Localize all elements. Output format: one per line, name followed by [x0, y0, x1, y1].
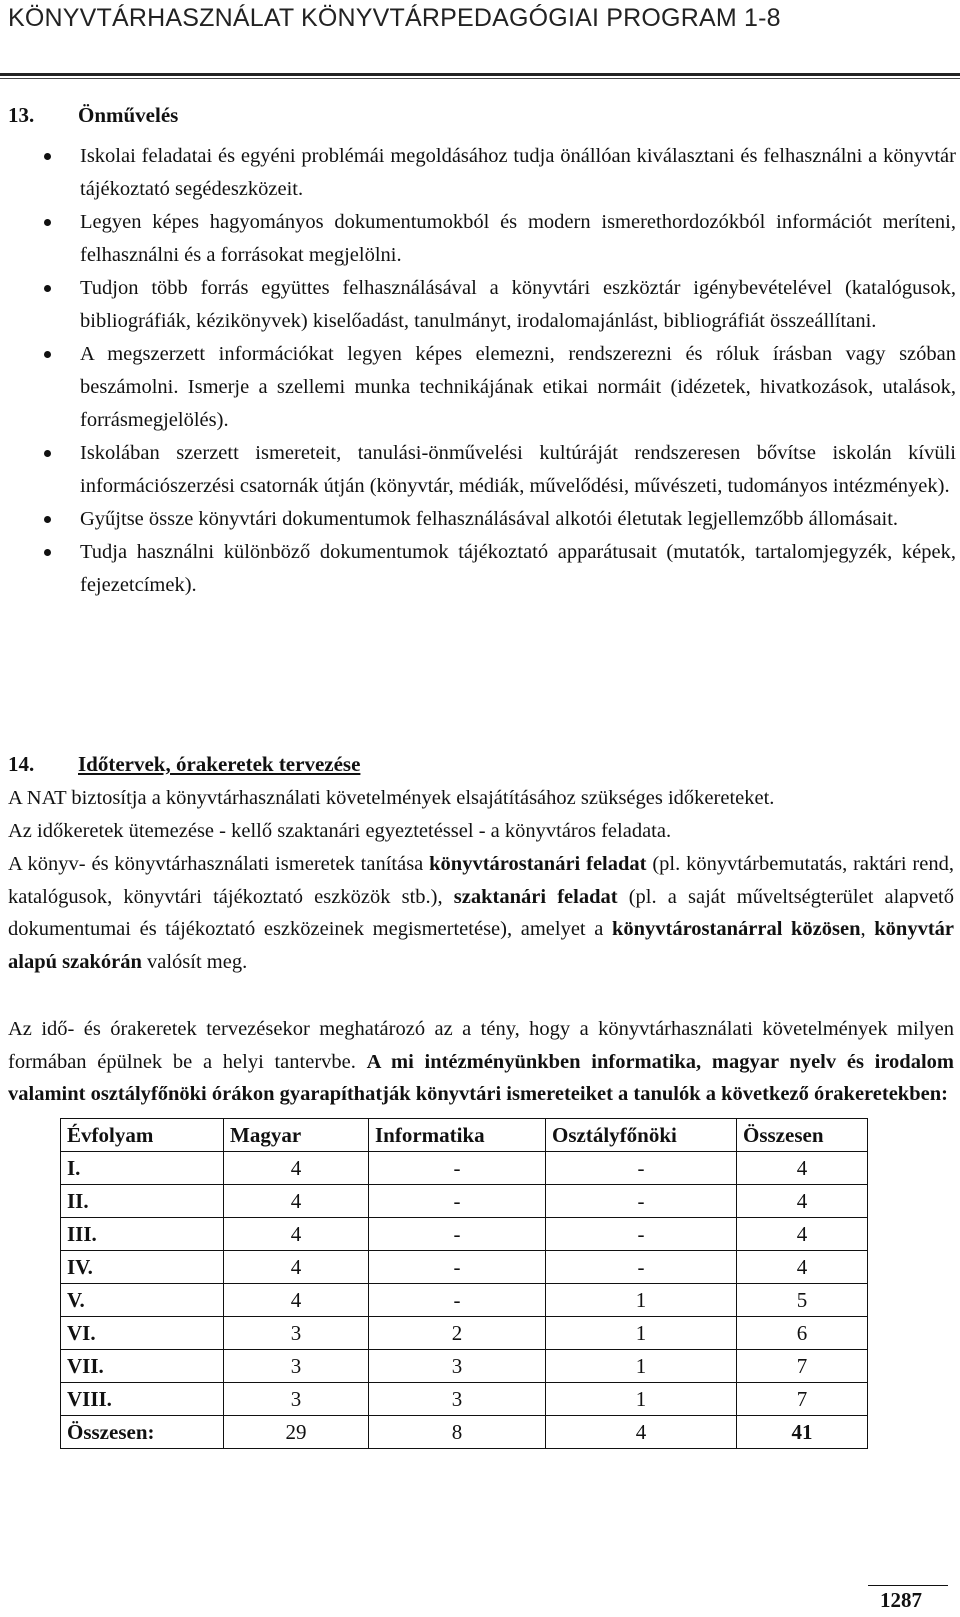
table-cell: 4	[224, 1152, 369, 1185]
table-row	[61, 1185, 868, 1218]
table-cell: 3	[224, 1317, 369, 1350]
page-header: KÖNYVTÁRHASZNÁLAT KÖNYVTÁRPEDAGÓGIAI PROGRAM 1-8	[8, 4, 781, 32]
table-cell: 3	[369, 1383, 546, 1416]
table-body	[61, 1152, 868, 1449]
section-13-bullet-list	[0, 140, 960, 602]
list-item: Gyűjtse össze könyvtári dokumentumok felhasználásával alkotói életutak legjellemzőbb állomásait.	[0, 503, 960, 536]
row-label-cell: VII.	[61, 1350, 224, 1383]
table-row	[61, 1284, 868, 1317]
bold-run: könyvtár alapú szakórán	[8, 918, 954, 973]
list-item: Tudjon több forrás együttes felhasználásával a könyvtári eszköztár igénybevételével (katalógusok, bibliográfiák, kézikönyvek) kiselőadást, tanulmányt, irodalomajánlást, bibliográfiát összeállítani.	[0, 272, 960, 338]
table-cell: 8	[369, 1416, 546, 1449]
column-header: Informatika	[369, 1119, 546, 1152]
table-cell: 1	[546, 1284, 737, 1317]
table-cell: 1	[546, 1350, 737, 1383]
row-label-cell: III.	[61, 1218, 224, 1251]
paragraph-nat: A NAT biztosítja a könyvtárhasználati követelmények elsajátításához szükséges időkereteket.	[8, 787, 775, 809]
table-cell: -	[546, 1152, 737, 1185]
table-cell: 7	[737, 1350, 868, 1383]
table-cell: -	[369, 1284, 546, 1317]
table-cell: -	[546, 1218, 737, 1251]
row-label-cell: Összesen:	[61, 1416, 224, 1449]
text-run: (pl. könyvtárbemutatás, raktári rend, katalógusok, könyvtári tájékoztató eszközök stb.),	[8, 853, 954, 908]
table-cell: 4	[224, 1218, 369, 1251]
table-cell: 1	[546, 1317, 737, 1350]
table-cell: 5	[737, 1284, 868, 1317]
section-number: 14.	[8, 752, 35, 776]
row-label-cell: IV.	[61, 1251, 224, 1284]
column-header: Összesen	[737, 1119, 868, 1152]
table-cell: 7	[737, 1383, 868, 1416]
paragraph-time-planning	[8, 1013, 954, 1111]
bold-run: A mi intézményünkben informatika, magyar nyelv és irodalom valamint osztályfőnöki órákon gyarapíthatják könyvtári ismereteiket a tanulók a következő órakeretekben:	[8, 1050, 954, 1105]
table-cell: 29	[224, 1416, 369, 1449]
table-cell: 4	[224, 1251, 369, 1284]
table-cell: 4	[224, 1284, 369, 1317]
table-row	[61, 1350, 868, 1383]
section-title: Önművelés	[78, 103, 179, 127]
table-cell: 41	[737, 1416, 868, 1449]
table-cell: 4	[546, 1416, 737, 1449]
table-cell: -	[546, 1185, 737, 1218]
text-run: Az idő- és órakeretek tervezésekor meghatározó az a tény, hogy a könyvtárhasználati követelmények milyen formában épülnek be a helyi tantervbe.	[8, 1018, 954, 1073]
header-rule-thin	[0, 78, 960, 79]
hours-table	[60, 1118, 868, 1449]
table-row	[61, 1251, 868, 1284]
table-cell: -	[369, 1152, 546, 1185]
table-cell: 3	[224, 1383, 369, 1416]
table-cell: 3	[224, 1350, 369, 1383]
list-item: Legyen képes hagyományos dokumentumokból és modern ismerethordozókból információt meríteni, felhasználni és a forrásokat megjelölni.	[0, 206, 960, 272]
table-header-row	[61, 1119, 868, 1152]
row-label-cell: VI.	[61, 1317, 224, 1350]
table-cell: -	[369, 1185, 546, 1218]
list-item: Tudja használni különböző dokumentumok tájékoztató apparátusait (mutatók, tartalomjegyzék, képek, fejezetcímek).	[0, 536, 960, 602]
table-row	[61, 1416, 868, 1449]
row-label-cell: VIII.	[61, 1383, 224, 1416]
paragraph-scheduling: Az időkeretek ütemezése - kellő szaktanári egyeztetéssel - a könyvtáros feladata.	[8, 820, 672, 842]
table-cell: 6	[737, 1317, 868, 1350]
section-title: Időtervek, órakeretek tervezése	[78, 752, 361, 776]
row-label-cell: V.	[61, 1284, 224, 1317]
table-row	[61, 1383, 868, 1416]
page-number: 1287	[880, 1588, 922, 1612]
header-rule	[0, 73, 960, 76]
column-header: Osztályfőnöki	[546, 1119, 737, 1152]
table-row	[61, 1152, 868, 1185]
text-run: ,	[860, 918, 875, 940]
bold-run: könyvtárostanári feladat	[429, 853, 647, 875]
table-cell: -	[546, 1251, 737, 1284]
table-cell: -	[369, 1218, 546, 1251]
table-cell: 2	[369, 1317, 546, 1350]
table-row	[61, 1218, 868, 1251]
bold-run: szaktanári feladat	[453, 885, 618, 908]
column-header: Magyar	[224, 1119, 369, 1152]
list-item: A megszerzett információkat legyen képes elemezni, rendszerezni és róluk írásban vagy szóban beszámolni. Ismerje a szellemi munka technikájának etikai normáit (idézetek, hivatkozások, utalások, forrásmegjelölés).	[0, 338, 960, 437]
column-header: Évfolyam	[61, 1119, 224, 1152]
footer-rule	[868, 1585, 948, 1586]
table-cell: -	[369, 1251, 546, 1284]
table-cell: 4	[737, 1251, 868, 1284]
text-run: valósít meg.	[141, 950, 248, 973]
table-cell: 4	[737, 1185, 868, 1218]
table-row	[61, 1317, 868, 1350]
paragraph-responsibilities	[8, 848, 954, 978]
row-label-cell: II.	[61, 1185, 224, 1218]
table-cell: 1	[546, 1383, 737, 1416]
table-cell: 4	[737, 1218, 868, 1251]
table-cell: 3	[369, 1350, 546, 1383]
section-14-heading	[8, 752, 360, 777]
row-label-cell: I.	[61, 1152, 224, 1185]
list-item: Iskolában szerzett ismereteit, tanulási-önművelési kultúráját rendszeresen bővítse iskolán kívüli információszerzési csatornák útján (könyvtár, médiák, művelődési, művészeti, tudományos intézmények).	[0, 437, 960, 503]
bold-run: könyvtárostanárral közösen	[611, 918, 861, 940]
list-item: Iskolai feladatai és egyéni problémái megoldásához tudja önállóan kiválasztani és felhasználni a könyvtár tájékoztató segédeszközeit.	[0, 140, 960, 206]
text-run: (pl. a saját műveltségterület alapvető dokumentumai és tájékoztató eszközeinek megismertetése), amelyet a	[8, 885, 954, 940]
table-cell: 4	[737, 1152, 868, 1185]
table-cell: 4	[224, 1185, 369, 1218]
section-number: 13.	[8, 103, 35, 127]
section-13-heading	[8, 103, 178, 128]
text-run: A könyv- és könyvtárhasználati ismeretek tanítása	[8, 853, 430, 875]
